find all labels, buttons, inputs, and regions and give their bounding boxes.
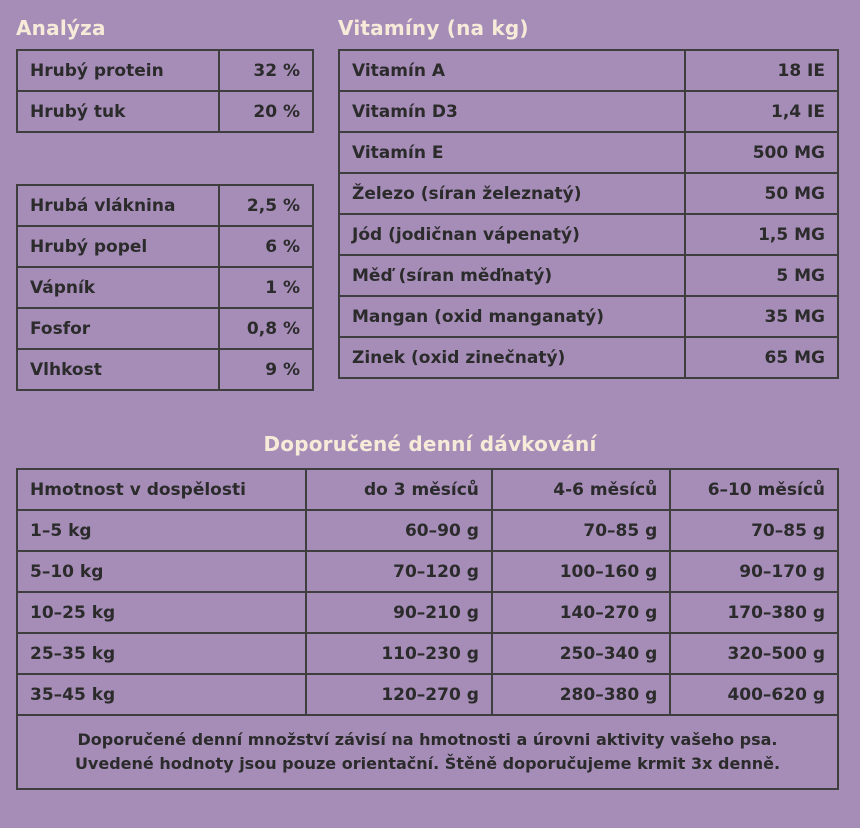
table-row xyxy=(17,185,313,226)
table-row xyxy=(17,226,313,267)
dosage-title: Doporučené denní dávkování xyxy=(263,432,597,456)
table-row xyxy=(339,50,838,91)
table-row xyxy=(17,674,838,715)
vitamin-value: 50 MG xyxy=(685,173,838,214)
table-row xyxy=(17,510,838,551)
dose-cell: 250–340 g xyxy=(492,633,670,674)
table-row xyxy=(339,337,838,378)
weight-cell: 5–10 kg xyxy=(17,551,306,592)
dose-cell: 280–380 g xyxy=(492,674,670,715)
vitamin-value: 5 MG xyxy=(685,255,838,296)
table-row xyxy=(339,132,838,173)
dose-cell: 320–500 g xyxy=(670,633,838,674)
dosage-header: 4-6 měsíců xyxy=(492,469,670,510)
dosage-note-line-2: Uvedené hodnoty jsou pouze orientační. Štěně doporučujeme krmit 3x denně. xyxy=(74,754,781,773)
analysis-table-1 xyxy=(16,49,314,133)
table-row xyxy=(339,91,838,132)
analysis-table-2 xyxy=(16,184,314,391)
dosage-note-row xyxy=(17,715,838,789)
table-row xyxy=(17,551,838,592)
dosage-note xyxy=(17,715,838,789)
dose-cell: 90–210 g xyxy=(306,592,491,633)
analysis-value: 6 % xyxy=(219,226,313,267)
dose-cell: 70–85 g xyxy=(492,510,670,551)
vitamin-value: 1,4 IE xyxy=(685,91,838,132)
analysis-value: 2,5 % xyxy=(219,185,313,226)
dosage-note-line-1: Doporučené denní množství závisí na hmotnosti a úrovni aktivity vašeho psa. xyxy=(77,730,778,749)
analysis-value: 0,8 % xyxy=(219,308,313,349)
analysis-value: 1 % xyxy=(219,267,313,308)
dosage-header: do 3 měsíců xyxy=(306,469,491,510)
dosage-header-row xyxy=(17,469,838,510)
dose-cell: 140–270 g xyxy=(492,592,670,633)
vitamin-label: Jód (jodičnan vápenatý) xyxy=(339,214,685,255)
dose-cell: 70–120 g xyxy=(306,551,491,592)
vitamin-value: 35 MG xyxy=(685,296,838,337)
dosage-header: 6–10 měsíců xyxy=(670,469,838,510)
analysis-label: Vlhkost xyxy=(17,349,219,390)
weight-cell: 1–5 kg xyxy=(17,510,306,551)
vitamins-table xyxy=(338,49,839,379)
dose-cell: 400–620 g xyxy=(670,674,838,715)
table-row xyxy=(17,50,313,91)
analysis-value: 32 % xyxy=(219,50,313,91)
weight-cell: 10–25 kg xyxy=(17,592,306,633)
table-row xyxy=(339,214,838,255)
table-row xyxy=(17,267,313,308)
vitamins-title: Vitamíny (na kg) xyxy=(338,16,529,40)
dosage-header: Hmotnost v dospělosti xyxy=(17,469,306,510)
analysis-value: 9 % xyxy=(219,349,313,390)
table-row xyxy=(339,173,838,214)
dose-cell: 100–160 g xyxy=(492,551,670,592)
dose-cell: 120–270 g xyxy=(306,674,491,715)
analysis-label: Fosfor xyxy=(17,308,219,349)
vitamin-label: Železo (síran železnatý) xyxy=(339,173,685,214)
analysis-label: Hrubý tuk xyxy=(17,91,219,132)
vitamin-label: Vitamín D3 xyxy=(339,91,685,132)
analysis-value: 20 % xyxy=(219,91,313,132)
vitamin-value: 1,5 MG xyxy=(685,214,838,255)
dose-cell: 170–380 g xyxy=(670,592,838,633)
table-row xyxy=(339,255,838,296)
vitamin-value: 65 MG xyxy=(685,337,838,378)
dose-cell: 110–230 g xyxy=(306,633,491,674)
analysis-label: Vápník xyxy=(17,267,219,308)
vitamin-label: Vitamín E xyxy=(339,132,685,173)
vitamin-value: 500 MG xyxy=(685,132,838,173)
analysis-label: Hrubý popel xyxy=(17,226,219,267)
weight-cell: 25–35 kg xyxy=(17,633,306,674)
table-row xyxy=(17,633,838,674)
weight-cell: 35–45 kg xyxy=(17,674,306,715)
table-row xyxy=(17,91,313,132)
vitamin-label: Zinek (oxid zinečnatý) xyxy=(339,337,685,378)
vitamin-label: Vitamín A xyxy=(339,50,685,91)
vitamin-label: Mangan (oxid manganatý) xyxy=(339,296,685,337)
dosage-table xyxy=(16,468,839,790)
analysis-title: Analýza xyxy=(16,16,106,40)
table-row xyxy=(339,296,838,337)
dose-cell: 90–170 g xyxy=(670,551,838,592)
dose-cell: 60–90 g xyxy=(306,510,491,551)
dose-cell: 70–85 g xyxy=(670,510,838,551)
table-row xyxy=(17,592,838,633)
table-row xyxy=(17,349,313,390)
analysis-label: Hrubá vláknina xyxy=(17,185,219,226)
vitamin-label: Měď (síran měďnatý) xyxy=(339,255,685,296)
analysis-label: Hrubý protein xyxy=(17,50,219,91)
table-row xyxy=(17,308,313,349)
vitamin-value: 18 IE xyxy=(685,50,838,91)
